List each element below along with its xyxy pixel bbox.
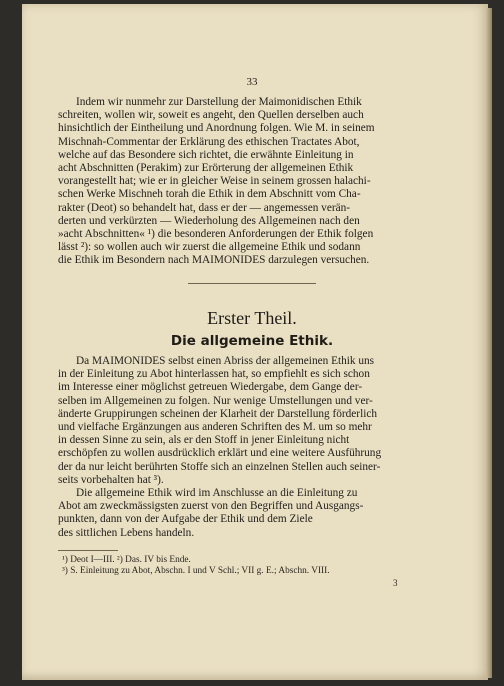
text-line: rakter (Deot) so behandelt hat, dass er der — angemessen verän- bbox=[58, 201, 351, 214]
text-line: Da MAIMONIDES selbst einen Abriss der allgemeinen Ethik uns bbox=[76, 355, 375, 367]
section-divider bbox=[188, 283, 316, 284]
text-line: schreiten, wollen wir, soweit es angeht, den Quellen derselben auch bbox=[58, 109, 364, 122]
text-line: Mischnah-Commentar der Erklärung des ethischen Tractates Abot, bbox=[58, 135, 360, 148]
text-line: im Interesse einer möglichst getreuen Wiedergabe, dem Gange der- bbox=[58, 381, 363, 394]
part-title: Erster Theil. bbox=[207, 308, 297, 328]
text-line: die Ethik im Besondern nach MAIMONIDES darzulegen versuchen. bbox=[58, 254, 370, 267]
text-line: acht Abschnitten (Perakim) zur Erörterung der allgemeinen Ethik bbox=[58, 162, 354, 175]
text-line: Abot am zweckmässigsten zuerst von den Begriffen und Ausgangs- bbox=[58, 500, 364, 513]
signature-mark: 3 bbox=[393, 578, 398, 588]
text-line: erschöpfen zu wollen ausdrücklich erklärt und eine weitere Ausführung bbox=[58, 447, 382, 460]
text-line: »acht Abschnitten« ¹) die besonderen Anforderungen der Ethik folgen bbox=[58, 228, 374, 241]
text-line: lässt ²): so wollen auch wir zuerst die allgemeine Ethik und sodann bbox=[58, 241, 361, 254]
text-line: des sittlichen Lebens handeln. bbox=[58, 526, 195, 539]
text-line: und vielfache Ergänzungen aus anderen Schriften des M. um so mehr bbox=[58, 421, 372, 434]
text-line: seits vorbehalten hat ³). bbox=[58, 473, 164, 486]
text-line: hinsichtlich der Eintheilung und Anordnung folgen. Wie M. in seinem bbox=[58, 122, 375, 135]
footnote-rule bbox=[58, 550, 118, 551]
text-line: derten und verkürzten — Wiederholung des Allgemeinen nach den bbox=[58, 214, 360, 227]
text-line: der da nur leicht berührten Stoffe sich an einzelnen Stellen auch seiner- bbox=[58, 460, 381, 473]
page-number: 33 bbox=[246, 76, 258, 88]
text-line: schen Werke Mischneh torah die Ethik in dem Abschnitt vom Cha- bbox=[58, 188, 361, 201]
text-line: Indem wir nunmehr zur Darstellung der Maimonidischen Ethik bbox=[76, 96, 362, 108]
intro-paragraph bbox=[58, 96, 436, 268]
text-line: selben im Allgemeinen zu folgen. Nur wenige Umstellungen und ver- bbox=[58, 394, 373, 407]
text-line: änderte Gruppirungen scheinen der Klarheit der Darstellung förderlich bbox=[58, 407, 378, 420]
main-paragraph bbox=[58, 355, 436, 540]
text-line: in dessen Sinne zu sein, als er den Stoff in jener Einleitung nicht bbox=[58, 434, 350, 447]
text-line: Die allgemeine Ethik wird im Anschlusse an die Einleitung zu bbox=[76, 487, 358, 500]
text-line: in der Einleitung zu Abot hinterlassen hat, so empfiehlt es sich schon bbox=[58, 368, 370, 381]
text-line: vorangestellt hat; wie er in gleicher Weise in seinem grossen halachi- bbox=[58, 175, 371, 188]
footnote: ³) S. Einleitung zu Abot, Abschn. I und V Schl.; VII g. E.; Abschn. VIII. bbox=[62, 566, 330, 576]
text-line: welche auf das Besondere sich richtet, die erwähnte Einleitung in bbox=[58, 148, 354, 161]
footnotes bbox=[62, 555, 432, 577]
section-title: Die allgemeine Ethik. bbox=[170, 333, 334, 349]
footnote: ¹) Deot I—III. ²) Das. IV bis Ende. bbox=[62, 555, 191, 565]
text-line: punkten, dann von der Aufgabe der Ethik und dem Ziele bbox=[58, 513, 313, 526]
